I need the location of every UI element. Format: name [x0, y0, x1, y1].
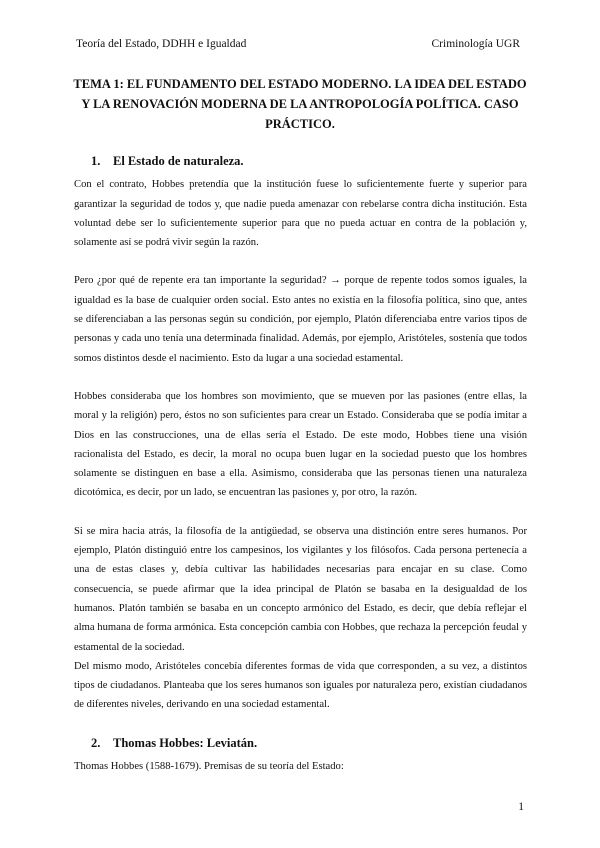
section-number: 2. — [91, 735, 101, 750]
section-heading-1 — [91, 152, 527, 171]
section-number: 1. — [91, 154, 101, 168]
paragraph: Con el contrato, Hobbes pretendía que la institución fuese lo suficientemente fuerte y superior para garantizar la seguridad de todos y, que nadie pueda amenazar con rebelarse contra dicha institución. Esta voluntad debe ser lo suficientemente superior para que no pueda actuar en contra de la población y, solamente así se podrá vivir según la razón. — [74, 179, 527, 249]
paragraph: Pero ¿por qué de repente era tan importante la seguridad? → porque de repente todos somos iguales, la igualdad es la base de cualquier orden social. Esto antes no existía en la filosofía política, sino que, antes se diferenciaban a las personas según su condición, por ejemplo, Platón diferenciaba entre varios tipos de personas y cada uno tenía una determinada finalidad. Además, por ejemplo, Aristóteles, sostenía que todos somos distintos desde el nacimiento. Esto da lugar a una sociedad estamental. — [74, 275, 527, 364]
section-title: El Estado de naturaleza. — [113, 154, 244, 168]
document-body — [74, 152, 527, 776]
page-number: 1 — [518, 801, 524, 813]
paragraph: Hobbes consideraba que los hombres son movimiento, que se mueven por las pasiones (entre ellas, la moral y la religión) pero, éstos no son suficientes para crear un Estado. Consideraba que se podía imitar a Dios en las construcciones, una de ellas sería el Estado. De este modo, Hobbes tiene una visión racionalista del Estado, es decir, la moral no ocupa buen lugar en la sociedad puesto que los hombres solamente se distinguen en base a ella. Asimismo, consideraba que las personas tienen una naturaleza dicotómica, es decir, por un lado, se encuentran las pasiones y, por otro, la razón. — [74, 390, 527, 499]
paragraph: Thomas Hobbes (1588-1679). Premisas de su teoría del Estado: — [74, 761, 344, 773]
header-right: Criminología UGR — [431, 38, 520, 50]
paragraph: Del mismo modo, Aristóteles concebía diferentes formas de vida que corresponden, a su vez, a distintos tipos de ciudadanos. Planteaba que los seres humanos son iguales por naturaleza pero, existían ciudadanos de diferentes niveles, derivando en una sociedad estamental. — [74, 660, 527, 711]
header-left: Teoría del Estado, DDHH e Igualdad — [76, 38, 247, 50]
document-title: TEMA 1: EL FUNDAMENTO DEL ESTADO MODERNO. LA IDEA DEL ESTADO Y LA RENOVACIÓN MODERNA DE LA ANTROPOLOGÍA POLÍTICA. CASO PRÁCTICO. — [73, 77, 527, 131]
section-title: Thomas Hobbes: Leviatán. — [113, 735, 258, 750]
paragraph: Si se mira hacia atrás, la filosofía de la antigüedad, se observa una distinción entre seres humanos. Por ejemplo, Platón distinguió entre los campesinos, los vigilantes y los filósofos. Cada persona pertenecía a una de estas clases y, debía cultivar las habilidades necesarias para encajar en su clase. Como consecuencia, se puede afirmar que la idea principal de Platón se basaba en la desigualdad de los humanos. Platón también se basaba en un concepto armónico del Estado, es decir, que debía reflejar el alma humana de forma armónica. Esta concepción cambia con Hobbes, que rechaza la percepción feudal y estamental de la sociedad. — [74, 525, 527, 653]
section-heading-2 — [91, 734, 527, 753]
